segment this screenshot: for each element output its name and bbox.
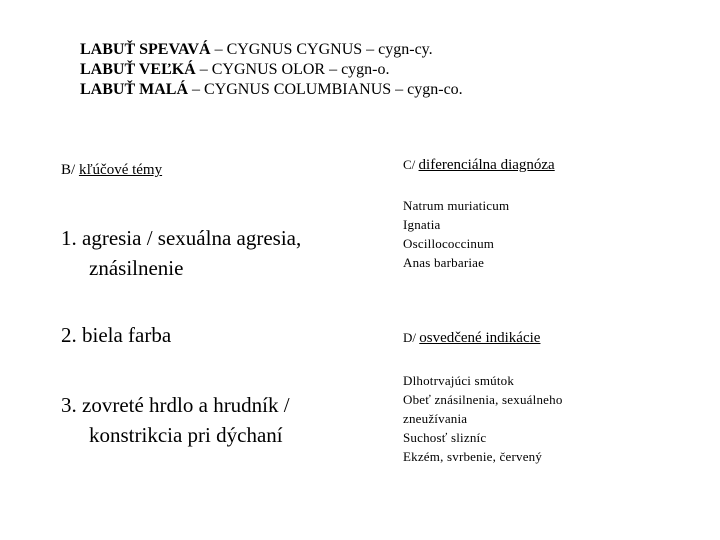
section-d-heading <box>403 330 540 347</box>
section-b-title: kľúčové témy <box>78 162 163 178</box>
list-item: Obeť znásilnenia, sexuálneho <box>403 392 563 407</box>
topic-line: 3. zovreté hrdlo a hrudník / <box>61 393 290 417</box>
species-latin: – CYGNUS CYGNUS – cygn-cy. <box>210 41 433 58</box>
indications-list <box>403 371 563 466</box>
topic-item-3 <box>61 390 290 450</box>
list-item: Suchosť slizníc <box>403 430 487 445</box>
header-line-cygnus-olor <box>80 60 700 80</box>
header-line-cygnus-columbianus <box>80 80 700 100</box>
species-name: LABUŤ MALÁ <box>80 81 189 98</box>
species-name: LABUŤ VEĽKÁ <box>80 61 196 78</box>
differential-diagnosis-list <box>403 196 509 272</box>
section-c-title: diferenciálna diagnóza <box>418 157 555 173</box>
list-item: Dlhotrvajúci smútok <box>403 373 515 388</box>
topic-item-1 <box>61 223 301 283</box>
section-c-heading <box>403 157 555 174</box>
topic-line: 1. agresia / sexuálna agresia, <box>61 226 302 250</box>
species-name: LABUŤ SPEVAVÁ <box>80 41 211 58</box>
species-latin: – CYGNUS OLOR – cygn-o. <box>195 61 390 78</box>
species-latin: – CYGNUS COLUMBIANUS – cygn-co. <box>188 81 463 98</box>
topic-line-continued: znásilnenie <box>89 256 184 280</box>
header-line-cygnus-cygnus <box>80 40 700 60</box>
list-item: Anas barbariae <box>403 255 485 270</box>
section-d-title: osvedčené indikácie <box>419 330 541 346</box>
list-item: Oscillococcinum <box>403 236 495 251</box>
header-block <box>80 40 700 100</box>
section-b-heading <box>61 162 162 179</box>
list-item: Ekzém, svrbenie, červený <box>403 449 543 464</box>
topic-item-2 <box>61 320 171 350</box>
list-item: Natrum muriaticum <box>403 198 510 213</box>
topic-line-continued: konstrikcia pri dýchaní <box>89 423 283 447</box>
section-c-prefix: C/ <box>403 157 419 172</box>
list-item: Ignatia <box>403 217 441 232</box>
section-b-prefix: B/ <box>61 162 79 178</box>
topic-line: 2. biela farba <box>61 323 172 347</box>
section-d-prefix: D/ <box>403 330 420 345</box>
list-item: zneužívania <box>403 411 468 426</box>
